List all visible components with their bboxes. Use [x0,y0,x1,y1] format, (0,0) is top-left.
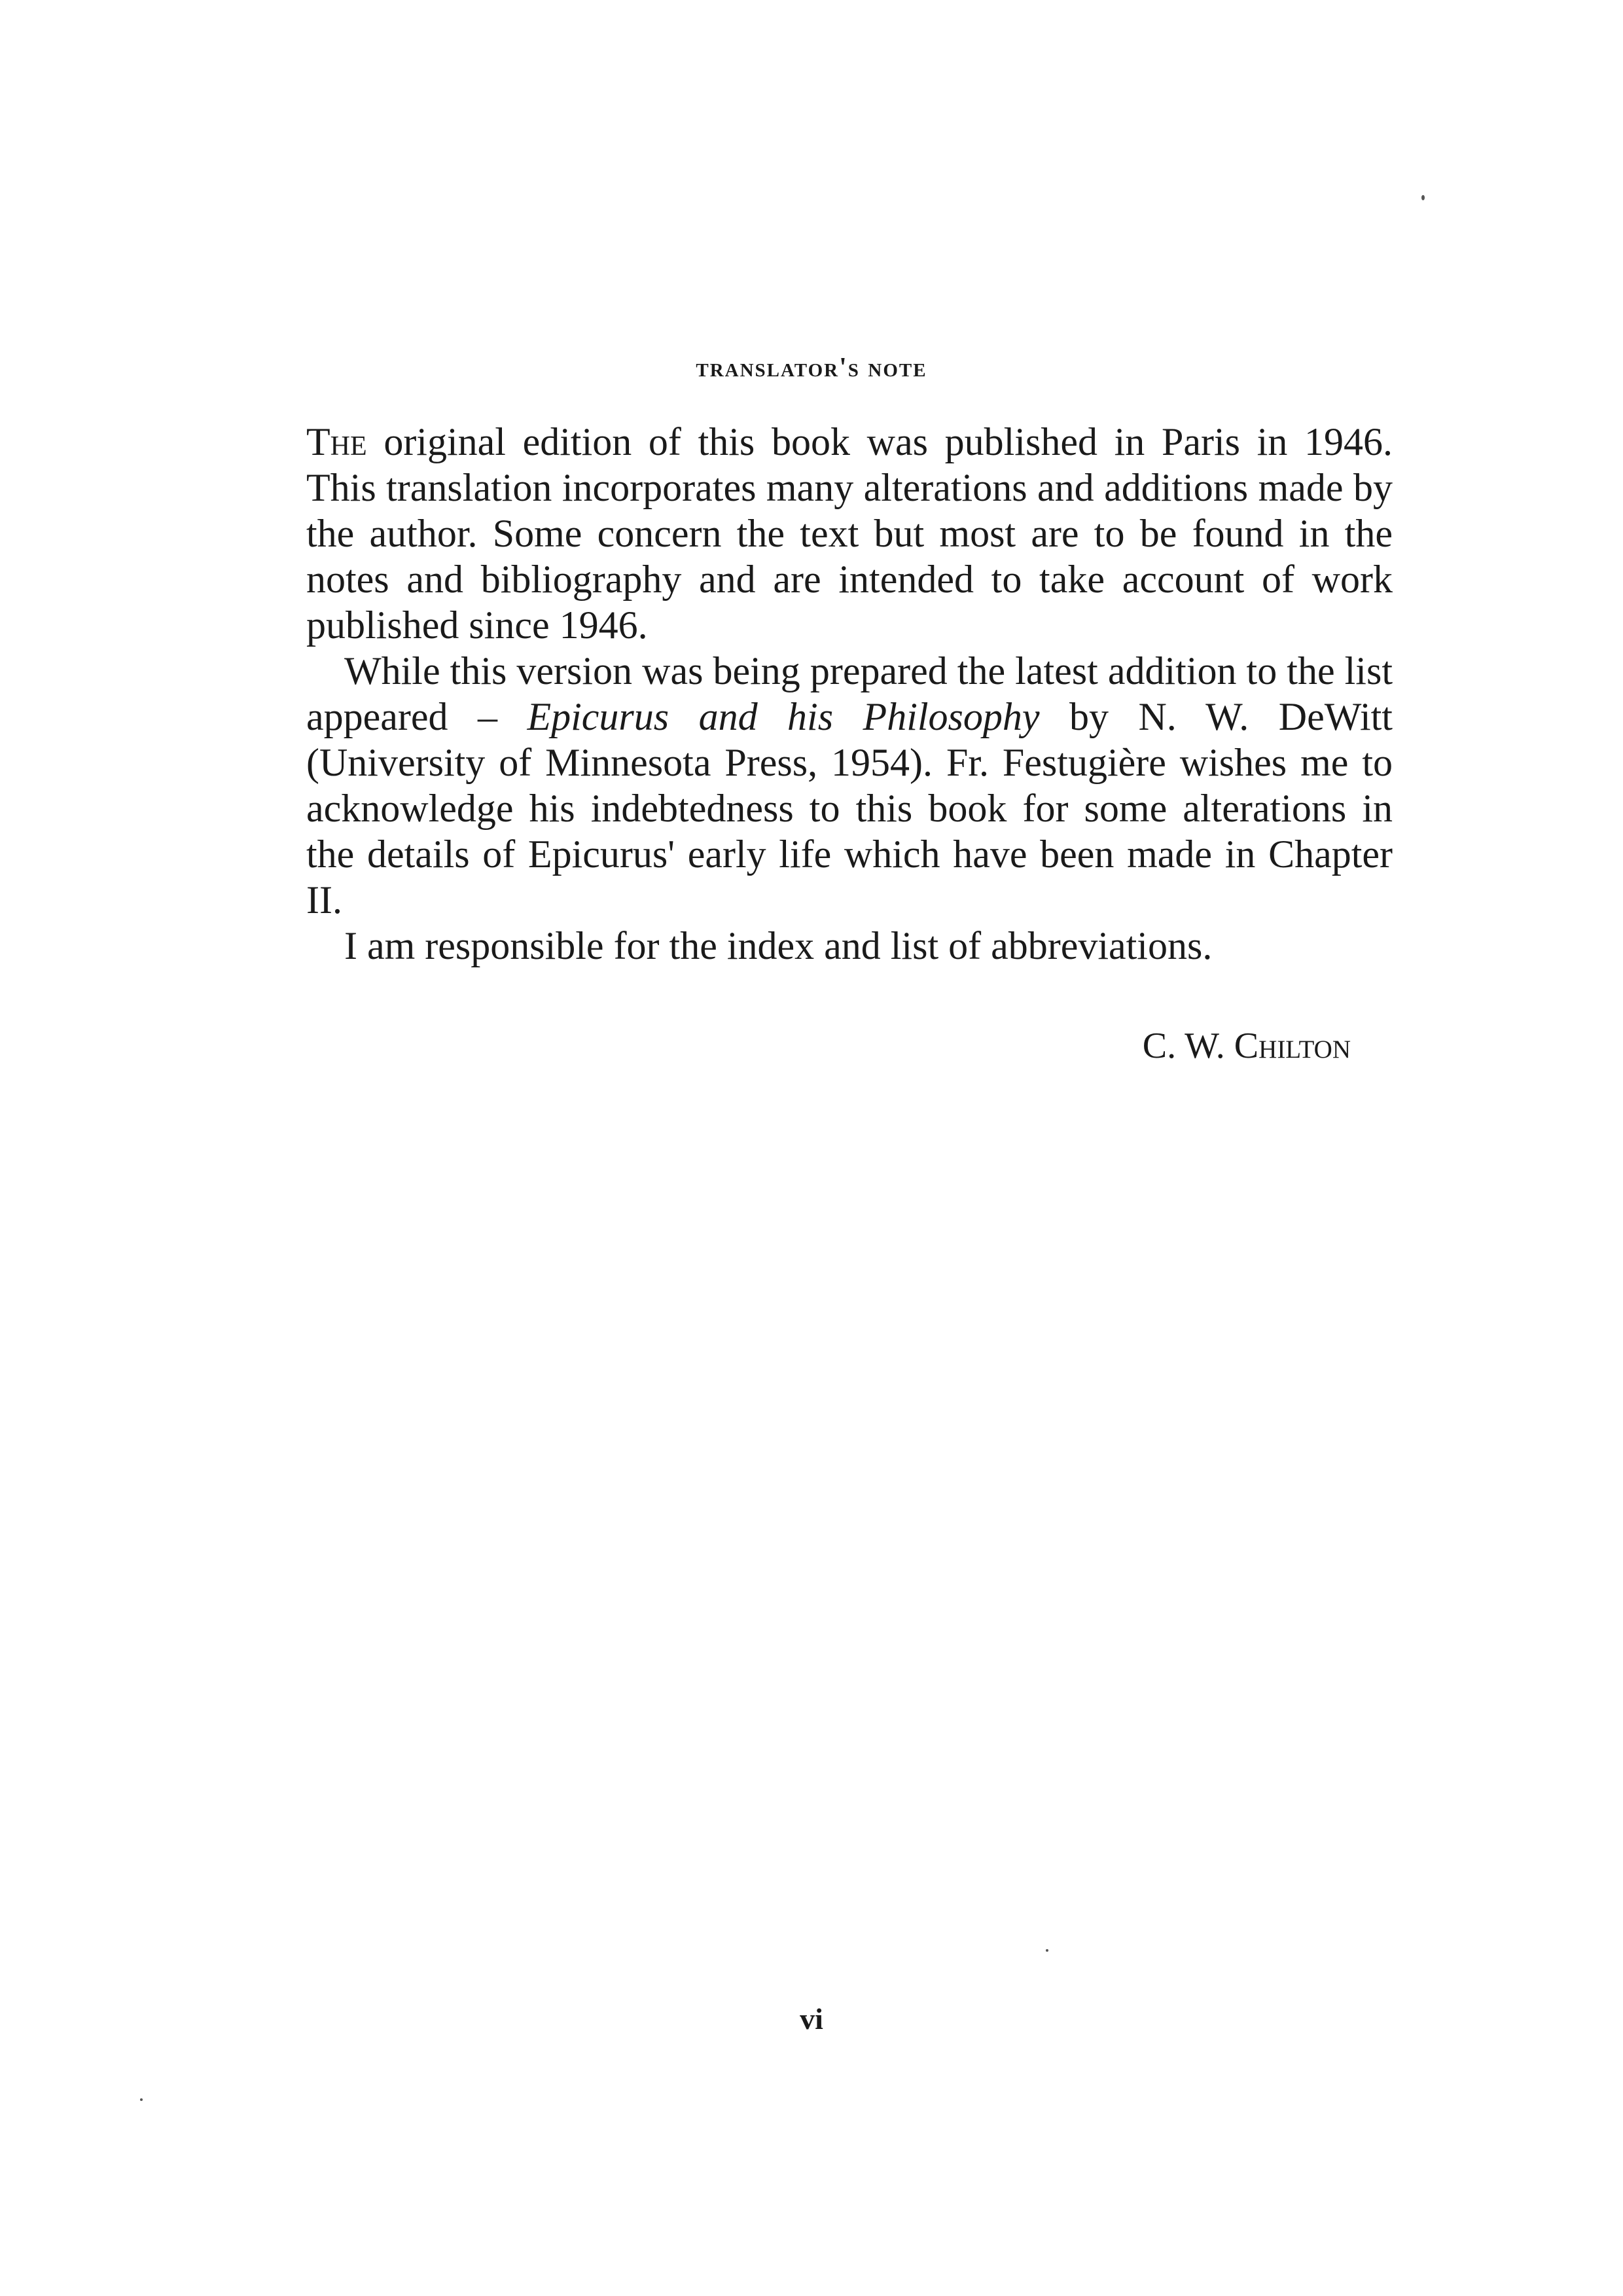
body-text [306,419,1393,969]
scan-speck [1046,1949,1048,1952]
translator-signature: C. W. Chilton [1142,1026,1351,1066]
paragraph-2-text-before: While this version was being prepared the latest addition to the list appeared – [306,649,1393,738]
paragraph-1 [306,419,1393,648]
page-number: vi [800,2002,823,2036]
paragraph-3: I am responsible for the index and list of abbreviations. [344,924,1213,967]
paragraph-1-lead-word: The [306,420,367,463]
paragraph-2 [306,648,1393,923]
page-heading: translator's note [696,353,927,383]
paragraph-2-text-after: by N. W. DeWitt (University of Minnesota Press, 1954). Fr. Festugière wishes me to acknowledge his indebtedness to this book for some alterations in the details of Epicurus' early life which have been made in Chapter II. [306,695,1393,922]
scan-speck [1421,195,1425,200]
book-title: Epicurus and his Philosophy [527,695,1040,738]
paragraph-1-text: original edition of this book was published in Paris in 1946. This translation incorporates many alterations and additions made by the author. Some concern the text but most are to be found in the notes and bibliography and are intended to take account of work published since 1946. [306,420,1393,647]
scan-speck [140,2098,143,2101]
